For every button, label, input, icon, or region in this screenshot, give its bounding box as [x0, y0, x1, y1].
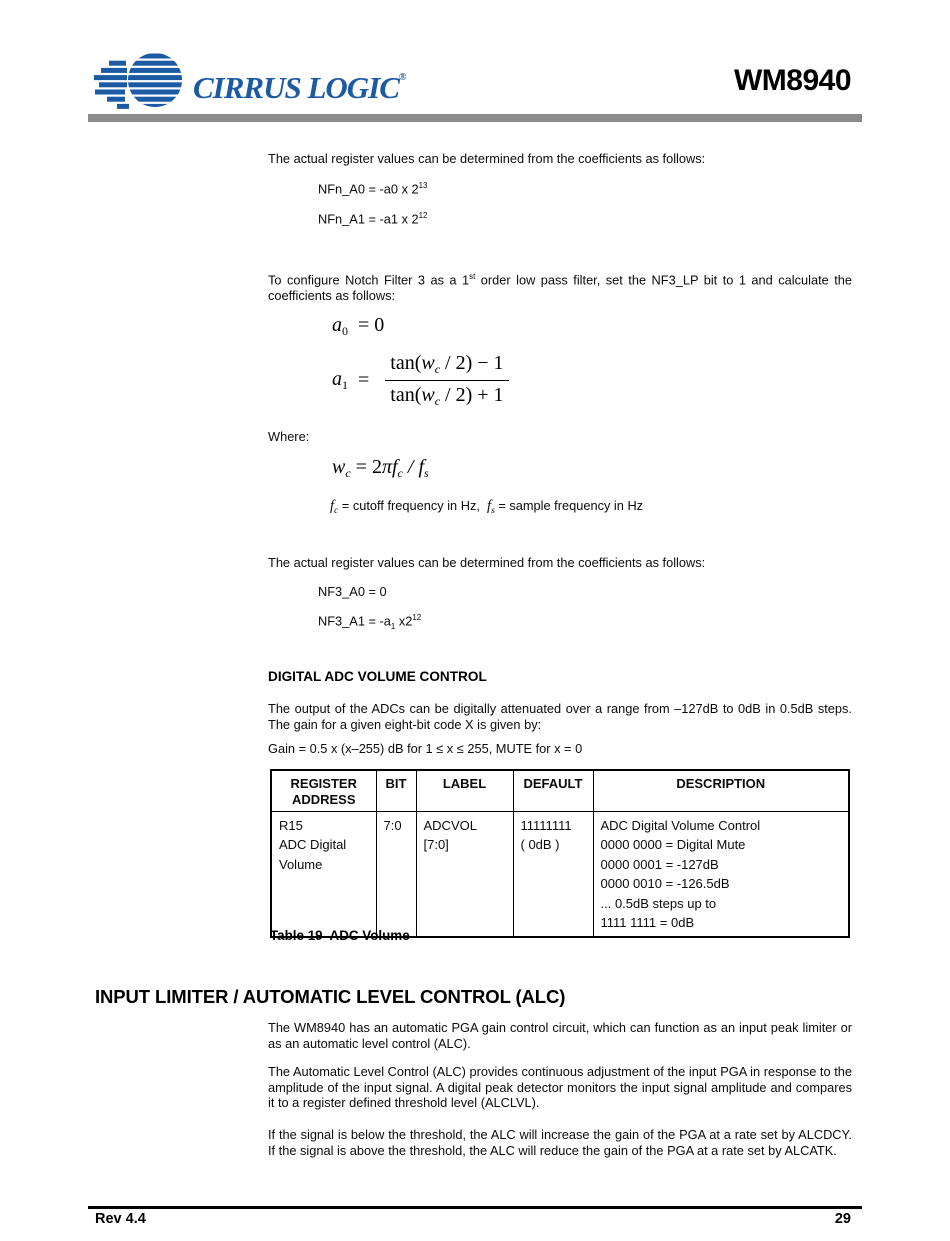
cirrus-logic-logo	[93, 52, 413, 112]
cirrus-logic-ball-icon	[93, 52, 187, 110]
fraction-numerator	[385, 352, 508, 381]
formula-a1-var: a	[332, 368, 342, 390]
formula-a1-fraction	[385, 352, 508, 409]
equation-nfn-a1-exponent: 12	[418, 211, 428, 220]
formula-fs-subscript: s	[424, 466, 429, 480]
numerator-var-w: w	[421, 352, 435, 374]
formula-a0	[332, 314, 390, 339]
equation-nfn-a0	[318, 181, 427, 196]
cell-description	[593, 812, 849, 938]
formula-wc	[332, 456, 429, 481]
configure-text-pre: To configure Notch Filter 3 as a 1	[268, 272, 470, 288]
table-row	[271, 812, 849, 938]
equation-nf3-a1-subscript: 1	[390, 621, 396, 631]
equation-nfn-a1	[318, 211, 427, 226]
formula-a0-rhs: = 0	[358, 314, 385, 336]
formula-a0-subscript: 0	[342, 324, 348, 338]
register-name: ADC Digital Volume	[279, 837, 347, 872]
cell-bit: 7:0	[376, 812, 416, 938]
footer-rule	[88, 1206, 862, 1209]
paragraph-alc-2: The Automatic Level Control (ALC) provides continuous adjustment of the input PGA in response to the amplitude of the input signal. A digital peak detector monitors the input signal amplitude and compares it to a register defined threshold level (ALCLVL).	[268, 1064, 852, 1111]
description-line: 0000 0000 = Digital Mute	[600, 837, 746, 853]
equation-nf3-a1-exponent: 12	[412, 613, 422, 622]
paragraph-adc-attenuation: The output of the ADCs can be digitally attenuated over a range from –127dB to 0dB in 0.5dB steps. The gain for a given eight-bit code X is given by:	[268, 701, 852, 732]
tan-function: tan(	[390, 384, 422, 406]
paragraph-register-values-1: The actual register values can be determined from the coefficients as follows:	[268, 151, 706, 166]
logo-wordmark	[193, 70, 406, 106]
fs-var: f	[487, 498, 492, 514]
denominator-rest: / 2) + 1	[440, 384, 504, 406]
numerator-subscript-c: c	[434, 362, 441, 376]
fraction-denominator	[385, 381, 508, 409]
equation-nf3-a1	[318, 613, 421, 631]
formula-a1-lhs	[332, 368, 348, 393]
fc-subscript: c	[334, 506, 339, 516]
equation-nf3-a1-mid: x2	[395, 613, 413, 629]
column-header-label: LABEL	[416, 770, 513, 812]
logo-text: CIRRUS LOGIC	[193, 70, 399, 105]
description-line: 1111 1111 = 0dB	[600, 915, 695, 931]
sample-frequency-text: = sample frequency in Hz	[494, 498, 644, 513]
default-binary: 11111111	[520, 818, 572, 833]
formula-fc-subscript: c	[397, 466, 403, 480]
formula-fc-var: f	[391, 456, 398, 478]
register-number: R15	[279, 818, 303, 833]
formula-a0-var: a	[332, 314, 342, 336]
column-header-register-address: REGISTER ADDRESS	[271, 770, 376, 812]
formula-wc-subscript: c	[345, 466, 351, 480]
description-line: ADC Digital Volume Control	[600, 818, 761, 833]
description-line: 0000 0010 = -126.5dB	[600, 876, 730, 892]
where-label: Where:	[268, 429, 310, 444]
formula-a1	[332, 352, 509, 409]
header-rule	[88, 114, 862, 122]
paragraph-configure-nf3	[268, 269, 852, 303]
denominator-subscript-c: c	[434, 394, 441, 408]
table-header-row	[271, 770, 849, 812]
equation-nfn-a0-text: NFn_A0 = -a0 x 2	[318, 181, 419, 197]
default-db: ( 0dB )	[520, 837, 560, 853]
table-caption: Table 19 ADC Volume	[270, 928, 410, 943]
formula-a1-equals: =	[358, 369, 370, 391]
fs-subscript: s	[491, 506, 495, 516]
formula-fs-var: f	[418, 456, 424, 478]
denominator-var-w: w	[421, 384, 435, 406]
registered-mark-icon: ®	[398, 72, 407, 83]
column-header-bit: BIT	[376, 770, 416, 812]
adc-volume-register-table	[270, 769, 850, 938]
paragraph-alc-1: The WM8940 has an automatic PGA gain control circuit, which can function as an input peak limiter or as an automatic level control (ALC).	[268, 1020, 852, 1051]
equation-nfn-a0-exponent: 13	[418, 181, 428, 190]
column-header-default: DEFAULT	[513, 770, 593, 812]
heading-input-limiter-alc: INPUT LIMITER / AUTOMATIC LEVEL CONTROL (ALC)	[95, 986, 566, 1007]
fc-var: f	[330, 498, 335, 514]
equation-nf3-a1-text: NF3_A1 = -a	[318, 613, 391, 629]
label-bits: [7:0]	[423, 837, 449, 853]
equation-nfn-a1-text: NFn_A1 = -a1 x 2	[318, 211, 419, 227]
configure-text-post: order low pass filter, set the NF3_LP bit to 1 and calculate the coefficients as follows:	[268, 272, 852, 303]
divide-slash: /	[402, 456, 419, 478]
heading-digital-adc-volume: DIGITAL ADC VOLUME CONTROL	[268, 669, 487, 684]
formula-a1-subscript: 1	[342, 378, 348, 392]
label-name: ADCVOL	[423, 818, 477, 833]
frequency-definitions	[330, 498, 643, 516]
pi-symbol: π	[381, 456, 392, 478]
cell-register-address	[271, 812, 376, 938]
equation-nf3-a0: NF3_A0 = 0	[318, 584, 387, 599]
cutoff-frequency-text: = cutoff frequency in Hz,	[338, 498, 488, 513]
footer-page-number: 29	[834, 1211, 851, 1227]
product-title: WM8940	[733, 64, 851, 97]
ordinal-superscript: st	[469, 272, 476, 281]
description-line: ... 0.5dB steps up to	[600, 895, 717, 911]
footer-revision: Rev 4.4	[95, 1211, 146, 1227]
tan-function: tan(	[390, 352, 422, 374]
formula-wc-var: w	[332, 456, 346, 478]
formula-wc-equals: = 2	[350, 456, 382, 478]
numerator-rest: / 2) − 1	[440, 352, 504, 374]
description-line: 0000 0001 = -127dB	[600, 856, 719, 872]
column-header-description: DESCRIPTION	[593, 770, 849, 812]
gain-formula-line: Gain = 0.5 x (x–255) dB for 1 ≤ x ≤ 255, MUTE for x = 0	[268, 741, 583, 756]
cell-default	[513, 812, 593, 938]
paragraph-alc-3: If the signal is below the threshold, the ALC will increase the gain of the PGA at a rate set by ALCDCY. If the signal is above the threshold, the ALC will reduce the gain of the PGA at a rate set by ALCATK.	[268, 1127, 852, 1158]
paragraph-register-values-2: The actual register values can be determined from the coefficients as follows:	[268, 555, 706, 570]
cell-label	[416, 812, 513, 938]
